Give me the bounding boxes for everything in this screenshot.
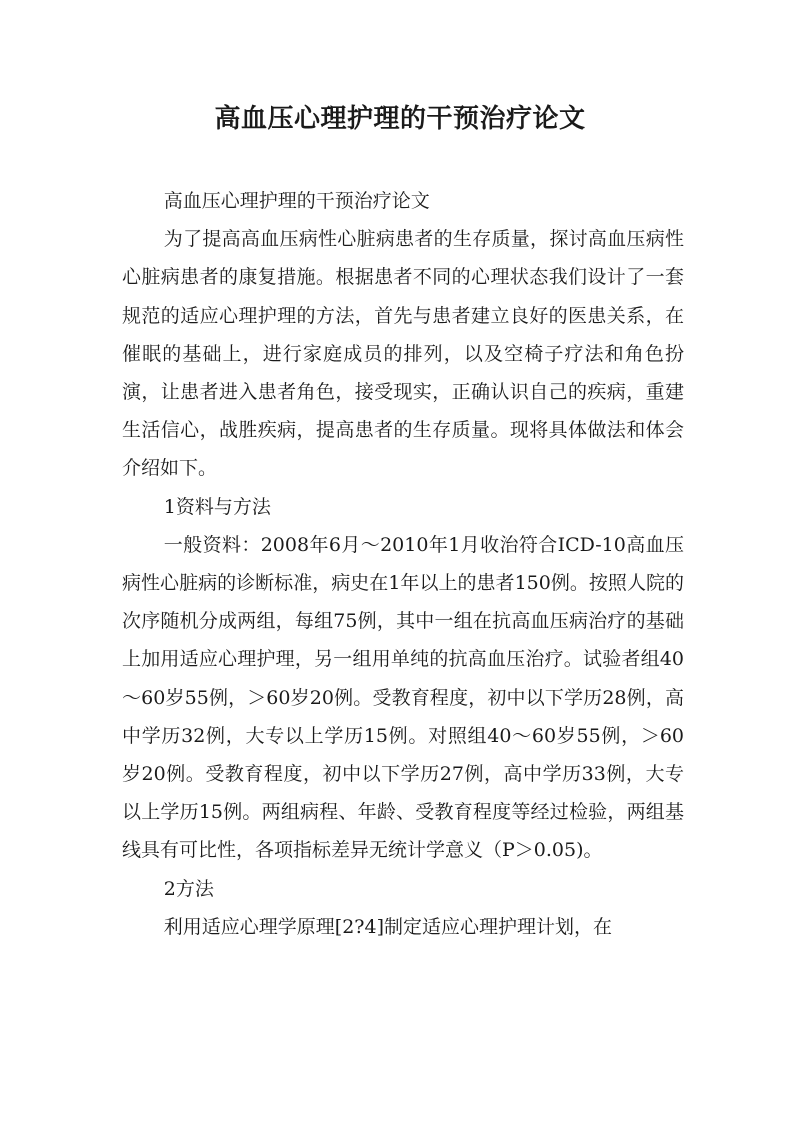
section-heading-methods: 2方法 — [163, 877, 214, 900]
document-title: 高血压心理护理的干预治疗论文 — [214, 104, 586, 134]
subtitle-paragraph: 高血压心理护理的干预治疗论文 — [163, 190, 430, 212]
document-body — [122, 182, 684, 946]
methods-paragraph: 利用适应心理学原理[2?4]制定适应心理护理计划，在 — [163, 915, 612, 938]
section-heading-materials-methods: 1资料与方法 — [163, 495, 271, 518]
general-data-paragraph: 一般资料：2008年6月～2010年1月收治符合ICD-10高血压病性心脏病的诊断标准，病史在1年以上的患者150例。按照人院的次序随机分成两组，每组75例，其中一组在抗高血压病治疗的基础上加用适应心理护理，另一组用单纯的抗高血压治疗。试验者组40～60岁55例，＞60岁20例。受教育程度，初中以下学历28例，高中学历32例，大专以上学历15例。对照组40～60岁55例，＞60岁20例。受教育程度，初中以下学历27例，高中学历33例，大专以上学历15例。两组病程、年龄、受教育程度等经过检验，两组基线具有可比性，各项指标差异无统计学意义（P＞0.05)。 — [122, 533, 684, 862]
intro-paragraph: 为了提高高血压病性心脏病患者的生存质量，探讨高血压病性心脏病患者的康复措施。根据患者不同的心理状态我们设计了一套规范的适应心理护理的方法，首先与患者建立良好的医患关系，在催眠的基础上，进行家庭成员的排列，以及空椅子疗法和角色扮演，让患者进入患者角色，接受现实，正确认识自己的疾病，重建生活信心，战胜疾病，提高患者的生存质量。现将具体做法和体会介绍如下。 — [122, 228, 684, 480]
